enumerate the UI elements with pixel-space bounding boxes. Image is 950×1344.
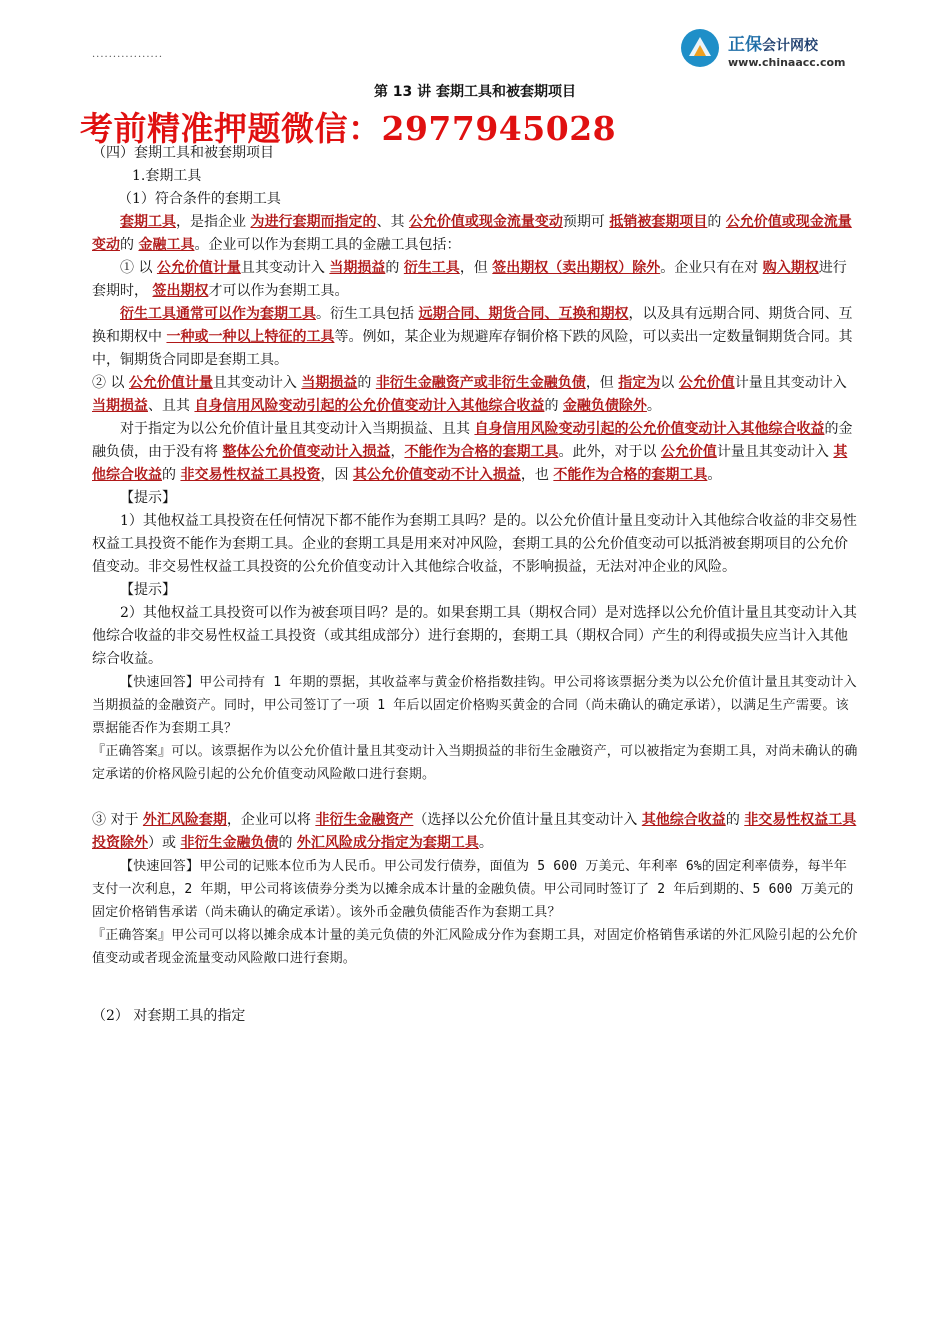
keyword: 公允价值或现金流量变动: [92, 214, 852, 253]
paragraph-exclusions: [92, 418, 860, 487]
keyword: 整体公允价值变动计入损益: [222, 444, 391, 460]
keyword: 指定为: [618, 375, 661, 391]
keyword: 抵销被套期项目: [609, 214, 708, 230]
text-run: ，以及具有远期合同、期货合同、互换和期权中: [92, 306, 853, 345]
subsection-heading: 1.套期工具: [132, 168, 202, 184]
keyword: 非交易性权益工具投资: [180, 467, 321, 483]
text-run: 的: [385, 260, 404, 276]
text-run: 以: [660, 375, 679, 391]
text-run: 。: [707, 467, 722, 483]
text-run: ② 以: [92, 375, 129, 391]
text-run: 进行套期时，: [92, 260, 847, 299]
keyword: 购入期权: [762, 260, 819, 276]
text-run: ，但: [585, 375, 619, 391]
keyword: 签出期权: [152, 283, 209, 299]
keyword: 当期损益: [301, 375, 358, 391]
text-run: 等。例如，某企业为规避库存铜价格下跌的风险，可以卖出一定数量铜期货合同。其中，铜期货合同即是套期工具。: [92, 329, 853, 368]
keyword: 公允价值或现金流量变动: [408, 214, 563, 230]
text-run: ，但: [459, 260, 493, 276]
keyword: 其他综合收益: [92, 444, 848, 483]
keyword: 远期合同、期货合同、互换和期权: [418, 306, 629, 322]
text-run: ，因: [320, 467, 353, 483]
keyword: 其他综合收益: [641, 812, 726, 828]
keyword: 金融工具: [138, 237, 195, 253]
text-run: 才可以作为套期工具。: [208, 283, 349, 299]
keyword: 非衍生金融负债: [180, 835, 279, 851]
keyword: 公允价值: [660, 444, 717, 460]
tip-label: 【提示】: [120, 490, 176, 506]
text-run: 对于指定为以公允价值计量且其变动计入当期损益、且其: [120, 421, 475, 437]
keyword: 公允价值: [678, 375, 735, 391]
text-run: 。此外，对于以: [558, 444, 661, 460]
tip-label: 【提示】: [120, 582, 176, 598]
quick-question-2: 【快速回答】甲公司的记账本位币为人民币。甲公司发行债券，面值为 5 600 万美元、年利率 6%的固定利率债券，每半年支付一次利息，2 年期，甲公司将该债券分类为以摊余成本计量的金融负债。甲公司同时签订了 2 年后到期的、5 600 万美元的固定价格销售承诺（尚未确认的确定承诺）。该外币金融负债能否作为套期工具？: [92, 859, 854, 920]
text-run: 的: [278, 835, 297, 851]
logo-url: www.chinaacc.com: [728, 56, 846, 69]
text-run: 且其变动计入: [212, 375, 302, 391]
logo-brand: [728, 30, 818, 55]
subsubsection-heading-2: （2） 对套期工具的指定: [92, 1008, 246, 1024]
keyword: 衍生工具: [403, 260, 460, 276]
logo-brand-sub: 会计网校: [762, 38, 818, 54]
text-run: ，企业可以将: [226, 812, 316, 828]
text-run: ① 以: [120, 260, 157, 276]
text-run: 的: [707, 214, 726, 230]
keyword: 为进行套期而指定的: [250, 214, 377, 230]
text-run: 、且其: [148, 398, 195, 414]
spacer: [92, 786, 860, 809]
text-run: 的: [544, 398, 563, 414]
answer-2: 『正确答案』甲公司可以将以摊余成本计量的美元负债的外汇风险成分作为套期工具，对固定价格销售承诺的外汇风险引起的公允价值变动或者现金流量变动风险敞口进行套期。: [92, 928, 858, 966]
keyword: 签出期权（卖出期权）除外: [492, 260, 661, 276]
text-run: 计量且其变动计入: [716, 444, 834, 460]
text-run: 计量且其变动计入: [734, 375, 847, 391]
text-run: 。企业可以作为套期工具的金融工具包括：: [194, 237, 461, 253]
keyword: 外汇风险套期: [142, 812, 227, 828]
text-run: 的: [120, 237, 139, 253]
keyword: 当期损益: [92, 398, 148, 414]
paragraph-item-3: [92, 809, 860, 855]
keyword: 公允价值计量: [128, 375, 213, 391]
keyword: 自身信用风险变动引起的公允价值变动计入其他综合收益: [474, 421, 825, 437]
header-corner-text: ·················: [92, 52, 164, 63]
text-run: ）或: [148, 835, 181, 851]
spacer: [92, 993, 860, 1005]
keyword: 自身信用风险变动引起的公允价值变动计入其他综合收益: [194, 398, 545, 414]
paragraph-item-1: [92, 257, 860, 303]
chinaacc-logo: [680, 24, 880, 76]
keyword: 当期损益: [329, 260, 386, 276]
paragraph-item-2: [92, 372, 860, 418]
keyword: 不能作为合格的套期工具: [553, 467, 708, 483]
text-run: ，: [390, 444, 405, 460]
paragraph-definition: [92, 211, 860, 257]
text-run: ，是指企业: [176, 214, 251, 230]
wechat-banner: 考前精准押题微信：2977945028: [80, 109, 617, 148]
keyword: 外汇风险成分指定为套期工具: [296, 835, 479, 851]
text-run: 。: [646, 398, 661, 414]
document-body: [92, 142, 860, 1028]
answer-1: 『正确答案』可以。该票据作为以公允价值计量且其变动计入当期损益的非衍生金融资产，可以被指定为套期工具，对尚未确认的确定承诺的价格风险引起的公允价值变动风险敞口进行套期。: [92, 744, 858, 782]
text-run: 、其: [376, 214, 409, 230]
paragraph-derivatives: [92, 303, 860, 372]
section-heading: （四）套期工具和被套期项目: [92, 145, 274, 161]
tip-1: 1）其他权益工具投资在任何情况下都不能作为套期工具吗？是的。以公允价值计量且变动计入其他综合收益的非交易性权益工具投资不能作为套期工具。企业的套期工具是用来对冲风险，套期工具的公允价值变动可以抵消被套期项目的公允价值变动。非交易性权益工具投资的公允价值变动计入其他综合收益，不影响损益，无法对冲企业的风险。: [92, 513, 857, 575]
text-run: 。企业只有在对: [660, 260, 763, 276]
text-run: 的金融负债，由于没有将: [92, 421, 853, 460]
keyword: 套期工具: [120, 214, 176, 230]
spacer: [92, 970, 860, 993]
keyword: 非衍生金融资产或非衍生金融负债: [375, 375, 586, 391]
keyword: 一种或一种以上特征的工具: [166, 329, 335, 345]
keyword: 非交易性权益工具投资除外: [92, 812, 857, 851]
text-run: 且其变动计入: [240, 260, 330, 276]
keyword: 非衍生金融资产: [315, 812, 414, 828]
text-run: 的: [162, 467, 181, 483]
text-run: 预期可: [562, 214, 610, 230]
text-run: ，也: [520, 467, 554, 483]
quick-question-1: 【快速回答】甲公司持有 1 年期的票据，其收益率与黄金价格指数挂钩。甲公司将该票据分类为以公允价值计量且其变动计入当期损益的金融资产。同时，甲公司签订了一项 1 年后以固定价格购买黄金的合同（尚未确认的确定承诺），以满足生产需要。该票据能否作为套期工具？: [92, 675, 857, 736]
keyword: 公允价值计量: [156, 260, 241, 276]
keyword: 金融负债除外: [562, 398, 647, 414]
logo-emblem-icon: [680, 28, 720, 68]
text-run: 。衍生工具包括: [316, 306, 419, 322]
keyword: 其公允价值变动不计入损益: [352, 467, 521, 483]
text-run: ③ 对于: [92, 812, 143, 828]
text-run: （选择以公允价值计量且其变动计入: [413, 812, 642, 828]
tip-2: 2）其他权益工具投资可以作为被套项目吗？是的。如果套期工具（期权合同）是对选择以公允价值计量且其变动计入其他综合收益的非交易性权益工具投资（或其组成部分）进行套期的，套期工具（期权合同）产生的利得或损失应当计入其他综合收益。: [92, 605, 857, 667]
lecture-title: 第 13 讲 套期工具和被套期项目: [373, 84, 577, 100]
text-run: 的: [725, 812, 745, 828]
text-run: 的: [357, 375, 376, 391]
logo-brand-main: 正保: [728, 35, 762, 55]
subsubsection-heading: （1）符合条件的套期工具: [118, 191, 281, 207]
text-run: 。: [478, 835, 493, 851]
keyword: 不能作为合格的套期工具: [404, 444, 559, 460]
keyword: 衍生工具通常可以作为套期工具: [120, 306, 316, 322]
